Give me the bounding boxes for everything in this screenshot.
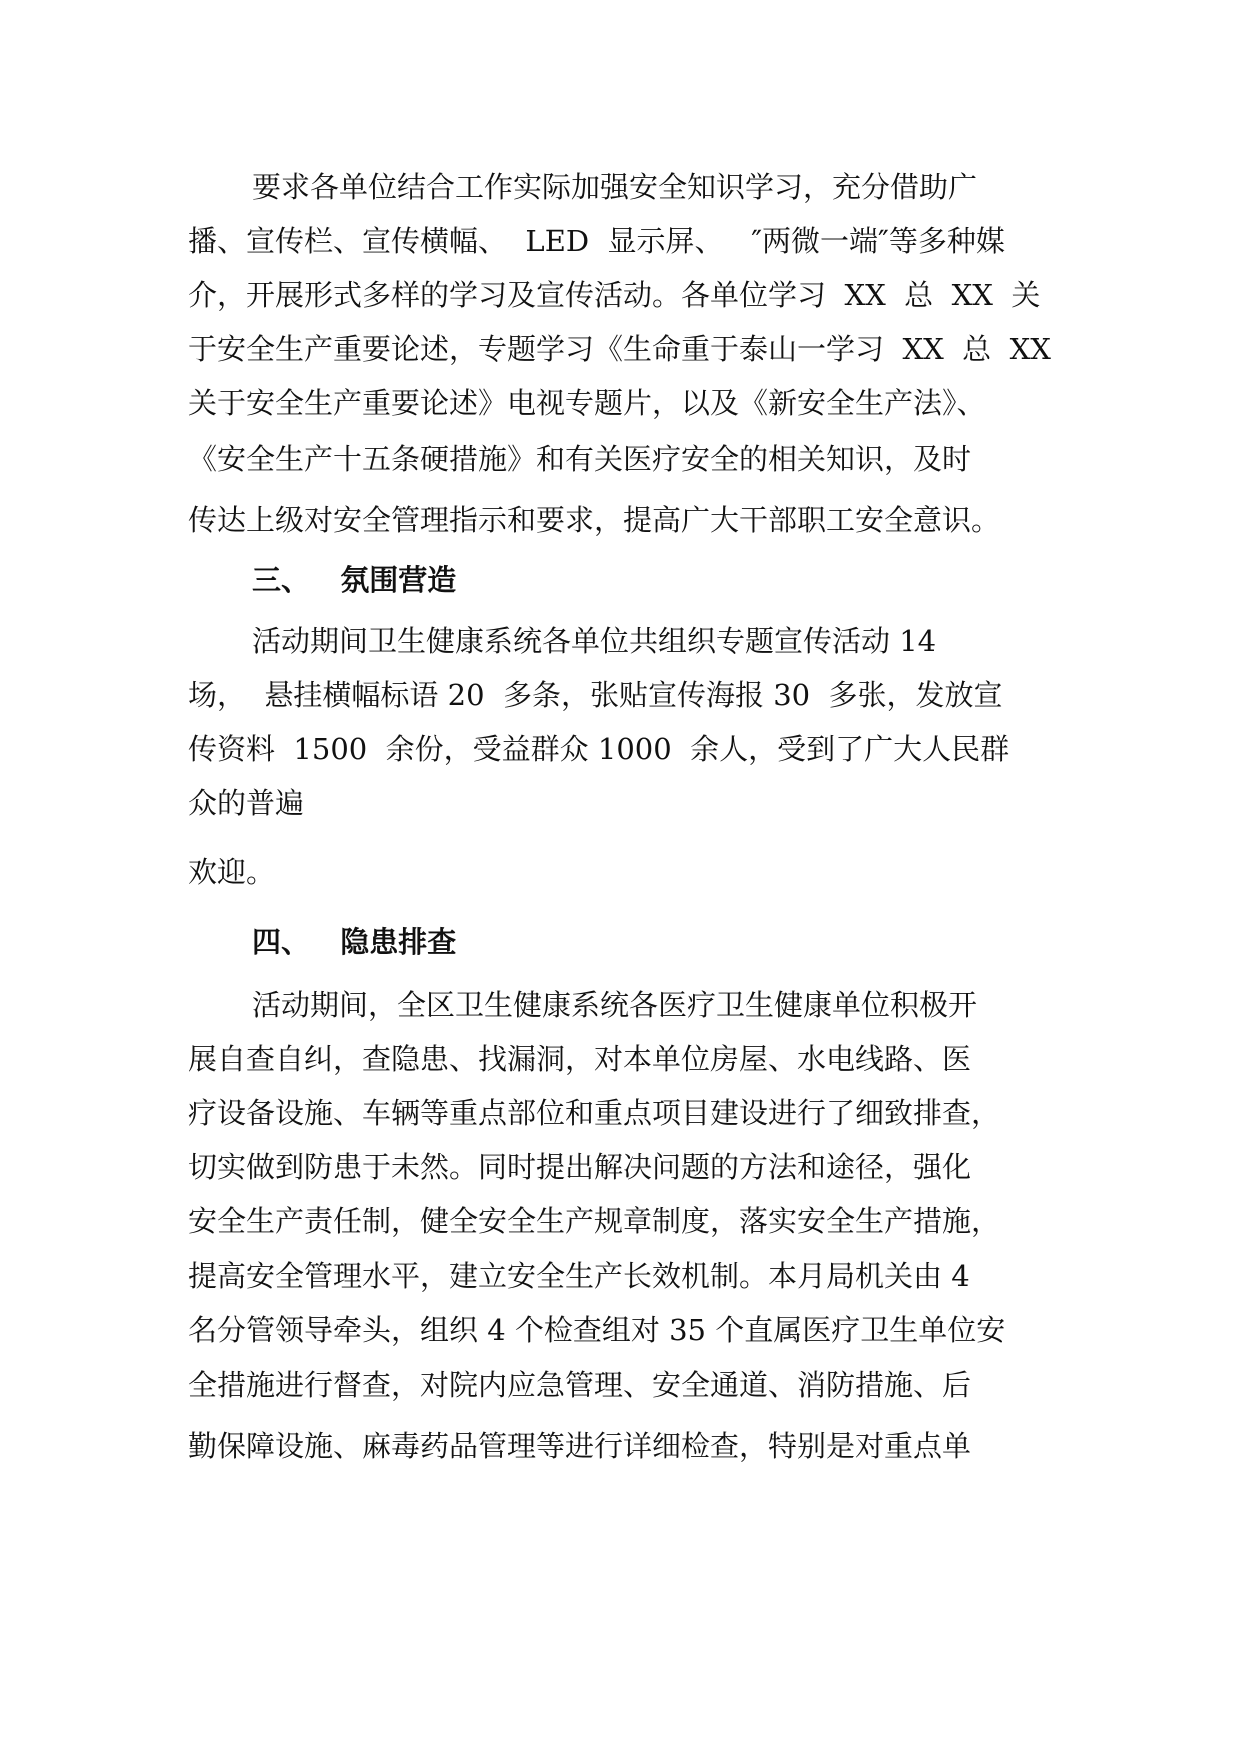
text-line: 要求各单位结合工作实际加强安全知识学习，充分借助广	[252, 170, 978, 204]
text-line: 切实做到防患于未然。同时提出解决问题的方法和途径，强化	[188, 1150, 972, 1184]
text-line: 名分管领导牵头，组织 4 个检查组对 35 个直属医疗卫生单位安	[188, 1313, 1006, 1347]
text-line: 介，开展形式多样的学习及宣传活动。各单位学习 XX 总 XX 关	[188, 278, 1041, 312]
text-line: 《安全生产十五条硬措施》和有关医疗安全的相关知识，及时	[188, 442, 972, 476]
text-line: 场， 悬挂横幅标语 20 多条，张贴宣传海报 30 多张，发放宣	[188, 678, 1003, 712]
text-line: 活动期间卫生健康系统各单位共组织专题宣传活动 14	[252, 624, 937, 658]
text-line: 播、宣传栏、宣传横幅、 LED 显示屏、 ″两微一端″等多种媒	[188, 224, 1005, 258]
text-line: 欢迎。	[188, 855, 276, 889]
text-line: 众的普遍	[188, 786, 305, 820]
text-line: 于安全生产重要论述，专题学习《生命重于泰山一学习 XX 总 XX	[188, 332, 1051, 366]
text-line: 活动期间，全区卫生健康系统各医疗卫生健康单位积极开	[252, 988, 978, 1022]
text-line: 展自查自纠，查隐患、找漏洞，对本单位房屋、水电线路、医	[188, 1042, 972, 1076]
text-line: 传资料 1500 余份，受益群众 1000 余人，受到了广大人民群	[188, 732, 1010, 766]
text-line: 勤保障设施、麻毒药品管理等进行详细检查，特别是对重点单	[188, 1429, 972, 1463]
text-line: 全措施进行督查，对院内应急管理、安全通道、消防措施、后	[188, 1368, 972, 1402]
section-heading: 四、 隐患排查	[252, 925, 457, 959]
text-line: 关于安全生产重要论述》电视专题片，以及《新安全生产法》、	[188, 386, 986, 420]
text-line: 安全生产责任制，健全安全生产规章制度，落实安全生产措施，	[188, 1204, 1001, 1238]
text-line: 提高安全管理水平，建立安全生产长效机制。本月局机关由 4	[188, 1259, 970, 1293]
text-line: 传达上级对安全管理指示和要求，提高广大干部职工安全意识。	[188, 503, 1001, 537]
section-heading: 三、 氛围营造	[252, 563, 457, 597]
text-line: 疗设备设施、车辆等重点部位和重点项目建设进行了细致排查，	[188, 1096, 1001, 1130]
